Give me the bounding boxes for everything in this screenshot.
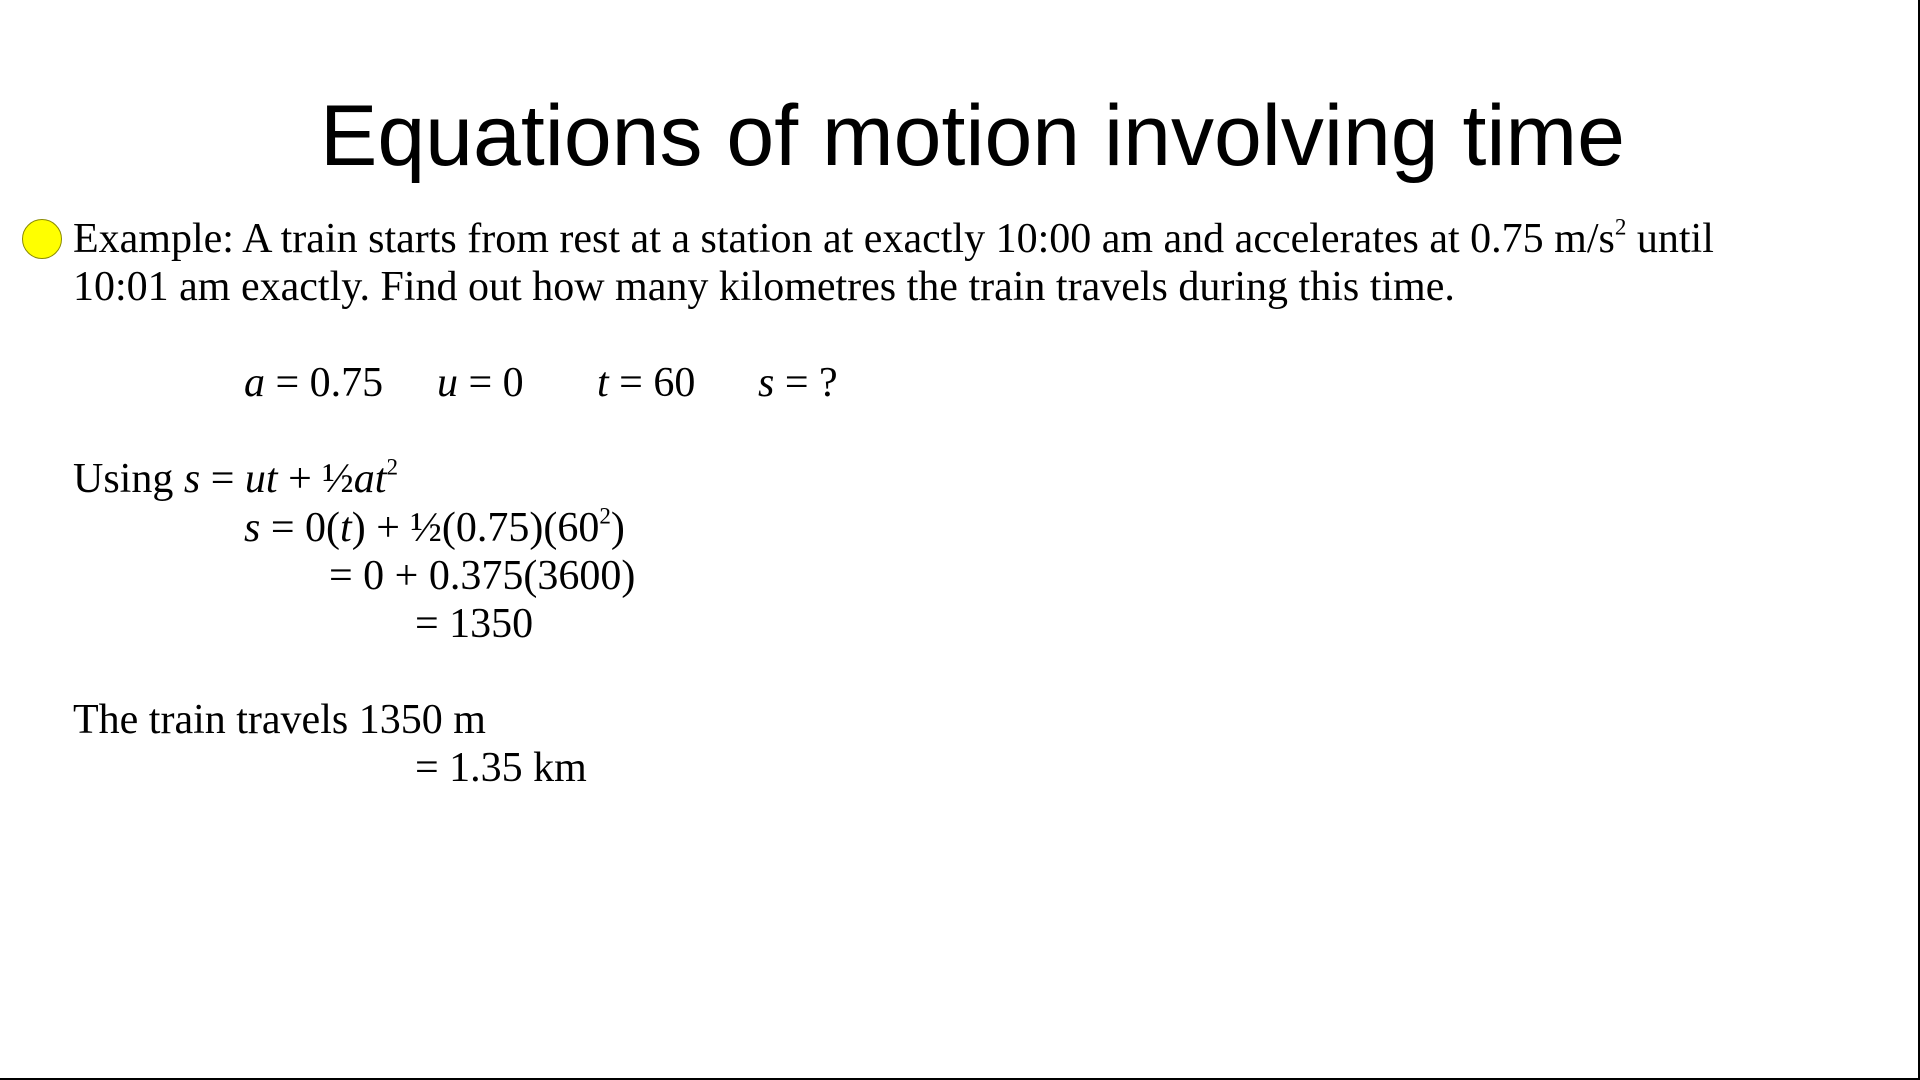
operator: + ½ [277, 456, 354, 502]
formula-line [73, 455, 398, 503]
given-value: = 60 [608, 360, 696, 406]
example-line-2: 10:01 am exactly. Find out how many kilometres the train travels during this time. [73, 264, 1455, 310]
given-a [244, 359, 383, 407]
working-line-3: = 1350 [415, 601, 534, 647]
working-line-1 [244, 504, 625, 552]
given-value: = 0.75 [265, 360, 384, 406]
given-u [437, 359, 524, 407]
formula-using: Using [73, 456, 184, 502]
working-text: = 0( [260, 505, 341, 551]
variable: u [437, 360, 458, 406]
example-text-1: Example: A train starts from rest at a station at exactly 10:00 am and accelerates at 0.75 m/s [73, 216, 1615, 262]
variable: s [244, 505, 261, 551]
given-t [597, 359, 695, 407]
operator: = [200, 456, 245, 502]
yellow-bullet-icon [22, 219, 62, 259]
variable: t [597, 360, 609, 406]
superscript: 2 [386, 453, 398, 480]
superscript: 2 [599, 502, 611, 529]
conclusion-line-2: = 1.35 km [415, 745, 587, 791]
working-text: ) + ½(0.75)(60 [351, 505, 600, 551]
given-value: = 0 [458, 360, 524, 406]
variable: at [353, 456, 387, 502]
working-line-2: = 0 + 0.375(3600) [329, 553, 636, 599]
given-s [758, 359, 838, 407]
conclusion-line-1: The train travels 1350 m [73, 697, 486, 743]
slide-title: Equations of motion involving time [319, 88, 1626, 184]
variable: ut [244, 456, 278, 502]
variable: s [183, 456, 201, 502]
variable: a [244, 360, 265, 406]
variable: t [340, 505, 352, 551]
given-value: = ? [774, 360, 838, 406]
variable: s [758, 360, 775, 406]
example-text-1-end: until [1626, 216, 1714, 262]
working-text: ) [610, 505, 625, 551]
superscript: 2 [1614, 213, 1627, 240]
example-line-1 [73, 215, 1714, 263]
